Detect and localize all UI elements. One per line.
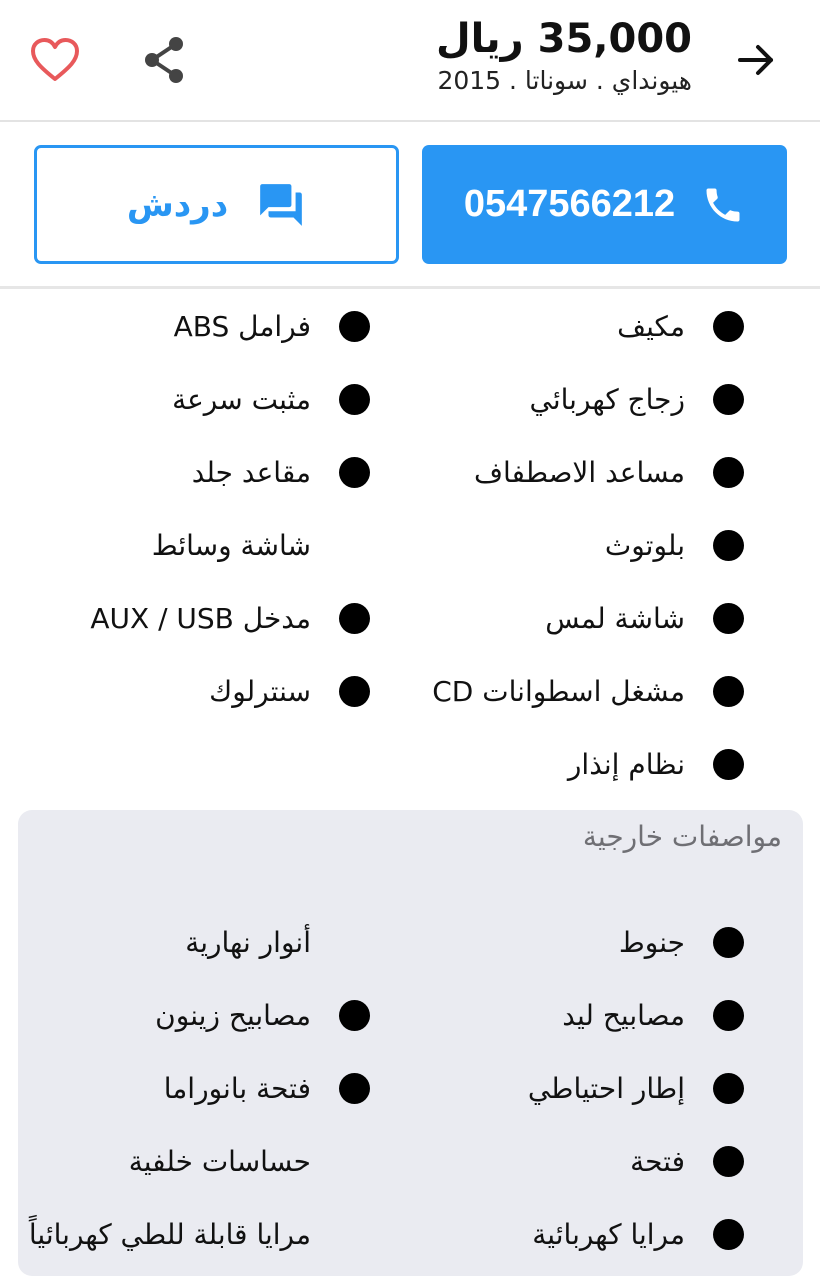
header-divider: [0, 120, 820, 122]
listing-title: [436, 14, 692, 98]
chat-bubble-icon: [256, 180, 306, 230]
phone-number: 0547566212: [463, 183, 676, 225]
chat-button[interactable]: [34, 145, 399, 264]
price: 35,000 ريال: [435, 16, 692, 62]
feature-item: نظام إنذار: [374, 728, 744, 800]
actions-divider: [0, 286, 820, 289]
check-dot-icon: [339, 1073, 370, 1104]
feature-item: جنوط: [374, 906, 744, 978]
arrow-right-icon: [734, 38, 778, 82]
feature-item: شاشة لمس: [374, 582, 744, 654]
check-dot-icon: [713, 749, 744, 780]
feature-item: مقاعد جلد: [10, 436, 370, 508]
feature-item: سنترلوك: [10, 655, 370, 727]
share-icon: [140, 34, 188, 86]
unchecked-dot-icon: [339, 530, 370, 561]
feature-item: مساعد الاصطفاف: [374, 436, 744, 508]
check-dot-icon: [339, 603, 370, 634]
car-subtitle: هيونداي . سوناتا . 2015: [437, 66, 692, 95]
feature-item: مصابيح ليد: [374, 979, 744, 1051]
phone-icon: [701, 183, 745, 227]
check-dot-icon: [339, 384, 370, 415]
check-dot-icon: [713, 311, 744, 342]
feature-item: أنوار نهارية: [30, 906, 370, 978]
check-dot-icon: [713, 927, 744, 958]
check-dot-icon: [339, 1000, 370, 1031]
feature-item: فتحة بانوراما: [30, 1052, 370, 1124]
feature-item: مرايا كهربائية: [374, 1198, 744, 1270]
check-dot-icon: [713, 530, 744, 561]
check-dot-icon: [713, 1146, 744, 1177]
check-dot-icon: [339, 311, 370, 342]
check-dot-icon: [713, 1000, 744, 1031]
chat-label: دردش: [126, 184, 229, 225]
check-dot-icon: [713, 676, 744, 707]
check-dot-icon: [713, 603, 744, 634]
unchecked-dot-icon: [339, 1146, 370, 1177]
feature-item: مشغل اسطوانات CD: [424, 655, 744, 727]
check-dot-icon: [713, 457, 744, 488]
call-button[interactable]: [422, 145, 787, 264]
unchecked-dot-icon: [339, 927, 370, 958]
share-button[interactable]: [132, 30, 196, 90]
feature-item: فتحة: [374, 1125, 744, 1197]
check-dot-icon: [713, 1219, 744, 1250]
heart-icon: [30, 37, 80, 83]
exterior-section-title: مواصفات خارجية: [582, 820, 782, 853]
feature-item: شاشة وسائط: [10, 509, 370, 581]
feature-item: زجاج كهربائي: [374, 363, 744, 435]
favorite-button[interactable]: [22, 30, 88, 90]
back-button[interactable]: [724, 28, 788, 92]
feature-item: حساسات خلفية: [30, 1125, 370, 1197]
feature-item: مكيف: [374, 290, 744, 362]
check-dot-icon: [713, 384, 744, 415]
feature-item: مثبت سرعة: [10, 363, 370, 435]
feature-item: مصابيح زينون: [30, 979, 370, 1051]
top-bar: [0, 0, 820, 120]
feature-item: مدخل AUX / USB: [0, 582, 370, 654]
check-dot-icon: [713, 1073, 744, 1104]
check-dot-icon: [339, 457, 370, 488]
feature-item: فرامل ABS: [10, 290, 370, 362]
feature-item: إطار احتياطي: [374, 1052, 744, 1124]
unchecked-dot-icon: [339, 1219, 370, 1250]
feature-item: مرايا قابلة للطي كهربائياً: [18, 1198, 370, 1270]
feature-item: بلوتوث: [374, 509, 744, 581]
check-dot-icon: [339, 676, 370, 707]
